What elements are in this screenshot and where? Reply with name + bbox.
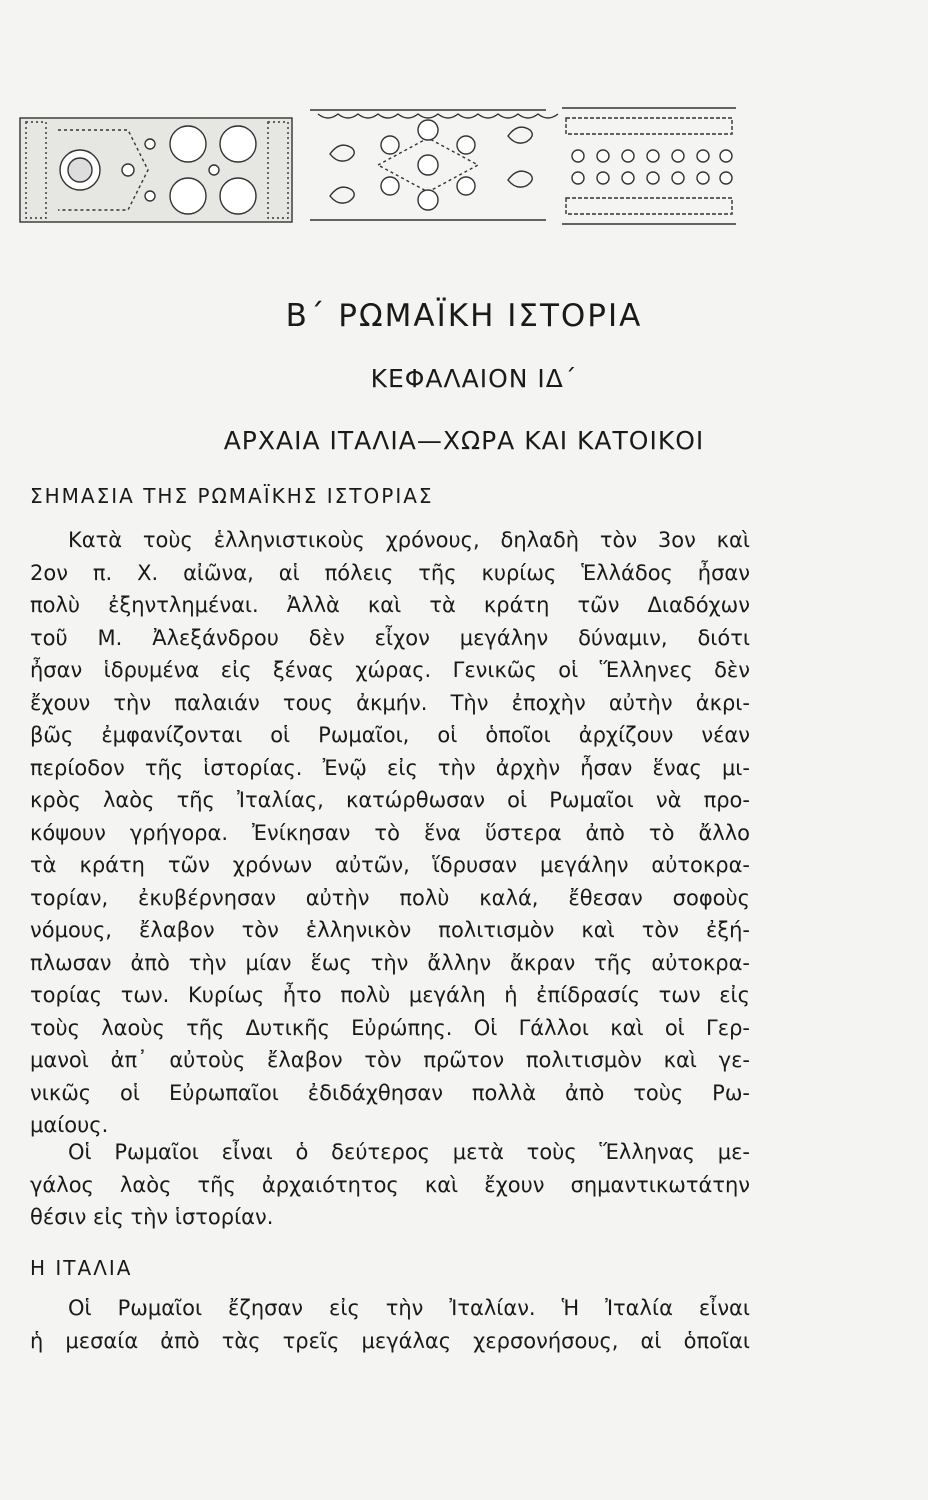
text-line: τορίαν, ἐκυβέρνησαν αὐτὴν πολὺ καλά, ἔθεσαν σοφοὺς (30, 885, 750, 910)
text-line: κρὸς λαὸς τῆς Ἰταλίας, κατώρθωσαν οἱ Ρωμαῖοι νὰ προ- (30, 788, 750, 812)
section-heading: ΣΗΜΑΣΙΑ ΤΗΣ ΡΩΜΑΪΚΗΣ ΙΣΤΟΡΙΑΣ (30, 484, 434, 508)
ornament-illustration (18, 100, 740, 232)
text-line: βῶς ἐμφανίζονται οἱ Ρωμαῖοι, οἱ ὁποῖοι ἀρχίζουν νέαν (30, 723, 750, 747)
text-line: πλωσαν ἀπὸ τὴν μίαν ἕως τὴν ἄλλην ἄκραν τῆς αὐτοκρα- (30, 950, 750, 975)
ornamental-banner (18, 100, 740, 232)
ornament-right-panel (562, 108, 736, 224)
text-line: τοῦ Μ. Ἀλεξάνδρου δὲν εἶχον μεγάλην δύναμιν, διότι (30, 625, 750, 650)
text-line: τὰ κράτη τῶν χρόνων αὐτῶν, ἵδρυσαν μεγάλην αὐτοκρα- (30, 853, 750, 877)
text-line: μανοὶ ἀπ᾿ αὐτοὺς ἔλαβον τὸν πρῶτον πολιτισμὸν καὶ γε- (30, 1048, 750, 1072)
paragraph (30, 524, 750, 1142)
text-line: ἔχουν τὴν παλαιάν τους ἀκμήν. Τὴν ἐποχὴν αὐτὴν ἀκρι- (30, 690, 750, 715)
text-line: πολὺ ἐξηντλημέναι. Ἀλλὰ καὶ τὰ κράτη τῶν Διαδόχων (30, 593, 750, 617)
text-line: τοὺς λαοὺς τῆς Δυτικῆς Εὐρώπης. Οἱ Γάλλοι καὶ οἱ Γερ- (30, 1015, 750, 1040)
text-line: Οἱ Ρωμαῖοι εἶναι ὁ δεύτερος μετὰ τοὺς Ἕλληνας με- (68, 1140, 750, 1164)
text-line: ἦσαν ἱδρυμένα εἰς ξένας χώρας. Γενικῶς οἱ Ἕλληνες δὲν (30, 658, 750, 682)
text-line: Οἱ Ρωμαῖοι ἔζησαν εἰς τὴν Ἰταλίαν. Ἡ Ἰταλία εἶναι (68, 1296, 750, 1320)
text-line: νόμους, ἔλαβον τὸν ἑλληνικὸν πολιτισμὸν καὶ τὸν ἐξή- (30, 918, 750, 942)
text-line: ἡ μεσαία ἀπὸ τὰς τρεῖς μεγάλας χερσονήσους, αἱ ὁποῖαι (30, 1328, 750, 1353)
ornament-left-panel (20, 118, 292, 222)
section-heading: Η ΙΤΑΛΙΑ (30, 1256, 133, 1280)
text-line: κόψουν γρήγορα. Ἐνίκησαν τὸ ἕνα ὕστερα ἀπὸ τὸ ἄλλο (30, 820, 750, 845)
paragraph (30, 1136, 750, 1234)
text-line: μαίους. (30, 1113, 109, 1137)
text-line: 2ον π. Χ. αἰῶνα, αἱ πόλεις τῆς κυρίως Ἑλλάδος ἦσαν (30, 560, 750, 585)
ornament-middle-panel (310, 110, 558, 220)
text-line: θέσιν εἰς τὴν ἱστορίαν. (30, 1205, 274, 1229)
part-title: Β΄ ΡΩΜΑΪΚΗ ΙΣΤΟΡΙΑ (285, 298, 643, 334)
text-line: γάλος λαὸς τῆς ἀρχαιότητος καὶ ἔχουν σημαντικωτάτην (30, 1172, 750, 1197)
text-line: Κατὰ τοὺς ἑλληνιστικοὺς χρόνους, δηλαδὴ τὸν 3ον καὶ (68, 528, 750, 552)
text-line: περίοδον τῆς ἱστορίας. Ἐνῷ εἰς τὴν ἀρχὴν ἦσαν ἕνας μι- (30, 755, 750, 780)
paragraph (30, 1292, 750, 1357)
text-line: τορίας των. Κυρίως ἦτο πολὺ μεγάλη ἡ ἐπίδρασίς των εἰς (30, 983, 750, 1007)
chapter-number: ΚΕΦΑΛΑΙΟΝ ΙΔ΄ (370, 364, 578, 393)
text-line: νικῶς οἱ Εὐρωπαῖοι ἐδιδάχθησαν πολλὰ ἀπὸ τοὺς Ρω- (30, 1080, 750, 1105)
chapter-title: ΑΡΧΑΙΑ ΙΤΑΛΙΑ—ΧΩΡΑ ΚΑΙ ΚΑΤΟΙΚΟΙ (223, 426, 705, 455)
